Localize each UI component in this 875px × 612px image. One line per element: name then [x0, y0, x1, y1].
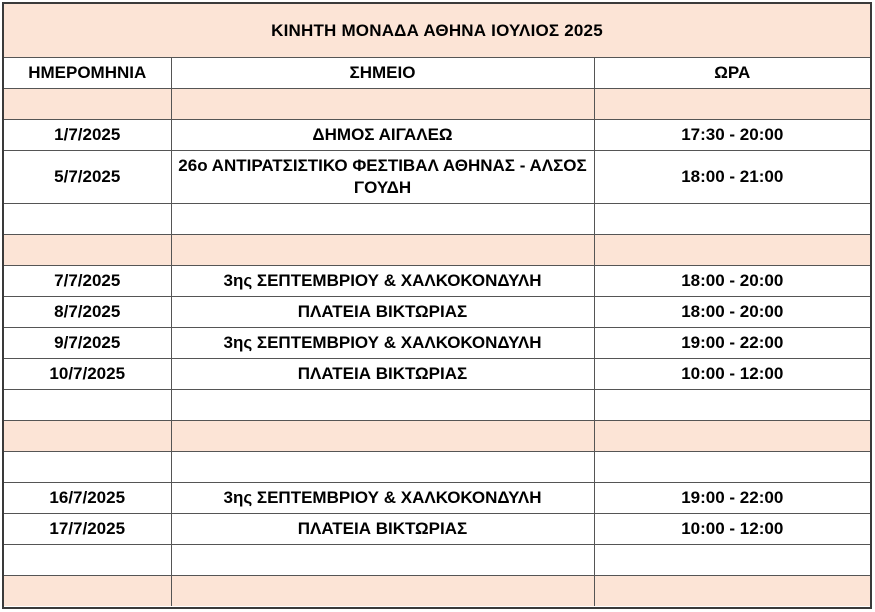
cell-date: 9/7/2025: [4, 328, 171, 359]
cell-location: ΠΛΑΤΕΙΑ ΒΙΚΤΩΡΙΑΣ: [171, 514, 594, 545]
header-location: ΣΗΜΕΙΟ: [171, 58, 594, 89]
cell-location: [171, 421, 594, 452]
cell-time: [594, 390, 870, 421]
cell-date: [4, 452, 171, 483]
cell-time: [594, 452, 870, 483]
table-row: [4, 89, 870, 120]
table-row: [4, 359, 870, 390]
table-row: [4, 235, 870, 266]
schedule-title: ΚΙΝΗΤΗ ΜΟΝΑΔΑ ΑΘΗΝΑ ΙΟΥΛΙΟΣ 2025: [4, 4, 870, 58]
cell-location: [171, 89, 594, 120]
schedule-sheet: [2, 2, 872, 609]
cell-location: 26ο ΑΝΤΙΡΑΤΣΙΣΤΙΚΟ ΦΕΣΤΙΒΑΛ ΑΘΗΝΑΣ - ΑΛΣΟΣ ΓΟΥΔΗ: [171, 151, 594, 204]
cell-time: [594, 545, 870, 576]
cell-time: 18:00 - 20:00: [594, 297, 870, 328]
cell-location: ΔΗΜΟΣ ΑΙΓΑΛΕΩ: [171, 120, 594, 151]
cell-time: 19:00 - 22:00: [594, 483, 870, 514]
cell-location: ΠΛΑΤΕΙΑ ΒΙΚΤΩΡΙΑΣ: [171, 359, 594, 390]
cell-date: 17/7/2025: [4, 514, 171, 545]
cell-time: 19:00 - 22:00: [594, 328, 870, 359]
cell-date: [4, 204, 171, 235]
table-row: [4, 204, 870, 235]
table-row: [4, 390, 870, 421]
cell-date: [4, 89, 171, 120]
cell-date: [4, 545, 171, 576]
table-row: [4, 266, 870, 297]
table-row: [4, 421, 870, 452]
cell-time: 10:00 - 12:00: [594, 359, 870, 390]
cell-location: [171, 235, 594, 266]
cell-time: [594, 89, 870, 120]
table-row: [4, 483, 870, 514]
cell-location: 3ης ΣΕΠΤΕΜΒΡΙΟΥ & ΧΑΛΚΟΚΟΝΔΥΛΗ: [171, 266, 594, 297]
cell-location: [171, 452, 594, 483]
table-row: [4, 576, 870, 607]
header-date: ΗΜΕΡΟΜΗΝΙΑ: [4, 58, 171, 89]
table-row: [4, 120, 870, 151]
table-row: [4, 328, 870, 359]
cell-time: [594, 576, 870, 607]
cell-location: 3ης ΣΕΠΤΕΜΒΡΙΟΥ & ΧΑΛΚΟΚΟΝΔΥΛΗ: [171, 328, 594, 359]
schedule-table: [4, 58, 870, 606]
cell-time: [594, 421, 870, 452]
cell-date: 7/7/2025: [4, 266, 171, 297]
cell-location: ΠΛΑΤΕΙΑ ΒΙΚΤΩΡΙΑΣ: [171, 297, 594, 328]
table-header-row: [4, 58, 870, 89]
cell-location: [171, 576, 594, 607]
table-row: [4, 452, 870, 483]
cell-location: [171, 204, 594, 235]
cell-date: [4, 576, 171, 607]
cell-date: [4, 421, 171, 452]
cell-time: 17:30 - 20:00: [594, 120, 870, 151]
cell-time: [594, 204, 870, 235]
cell-date: 10/7/2025: [4, 359, 171, 390]
table-row: [4, 151, 870, 204]
header-time: ΩΡΑ: [594, 58, 870, 89]
cell-date: 8/7/2025: [4, 297, 171, 328]
cell-time: 18:00 - 21:00: [594, 151, 870, 204]
cell-date: 1/7/2025: [4, 120, 171, 151]
table-row: [4, 514, 870, 545]
table-row: [4, 545, 870, 576]
cell-time: 18:00 - 20:00: [594, 266, 870, 297]
table-row: [4, 297, 870, 328]
cell-date: 16/7/2025: [4, 483, 171, 514]
cell-date: [4, 390, 171, 421]
cell-location: [171, 545, 594, 576]
cell-date: [4, 235, 171, 266]
cell-location: [171, 390, 594, 421]
cell-time: 10:00 - 12:00: [594, 514, 870, 545]
cell-date: 5/7/2025: [4, 151, 171, 204]
cell-time: [594, 235, 870, 266]
cell-location: 3ης ΣΕΠΤΕΜΒΡΙΟΥ & ΧΑΛΚΟΚΟΝΔΥΛΗ: [171, 483, 594, 514]
